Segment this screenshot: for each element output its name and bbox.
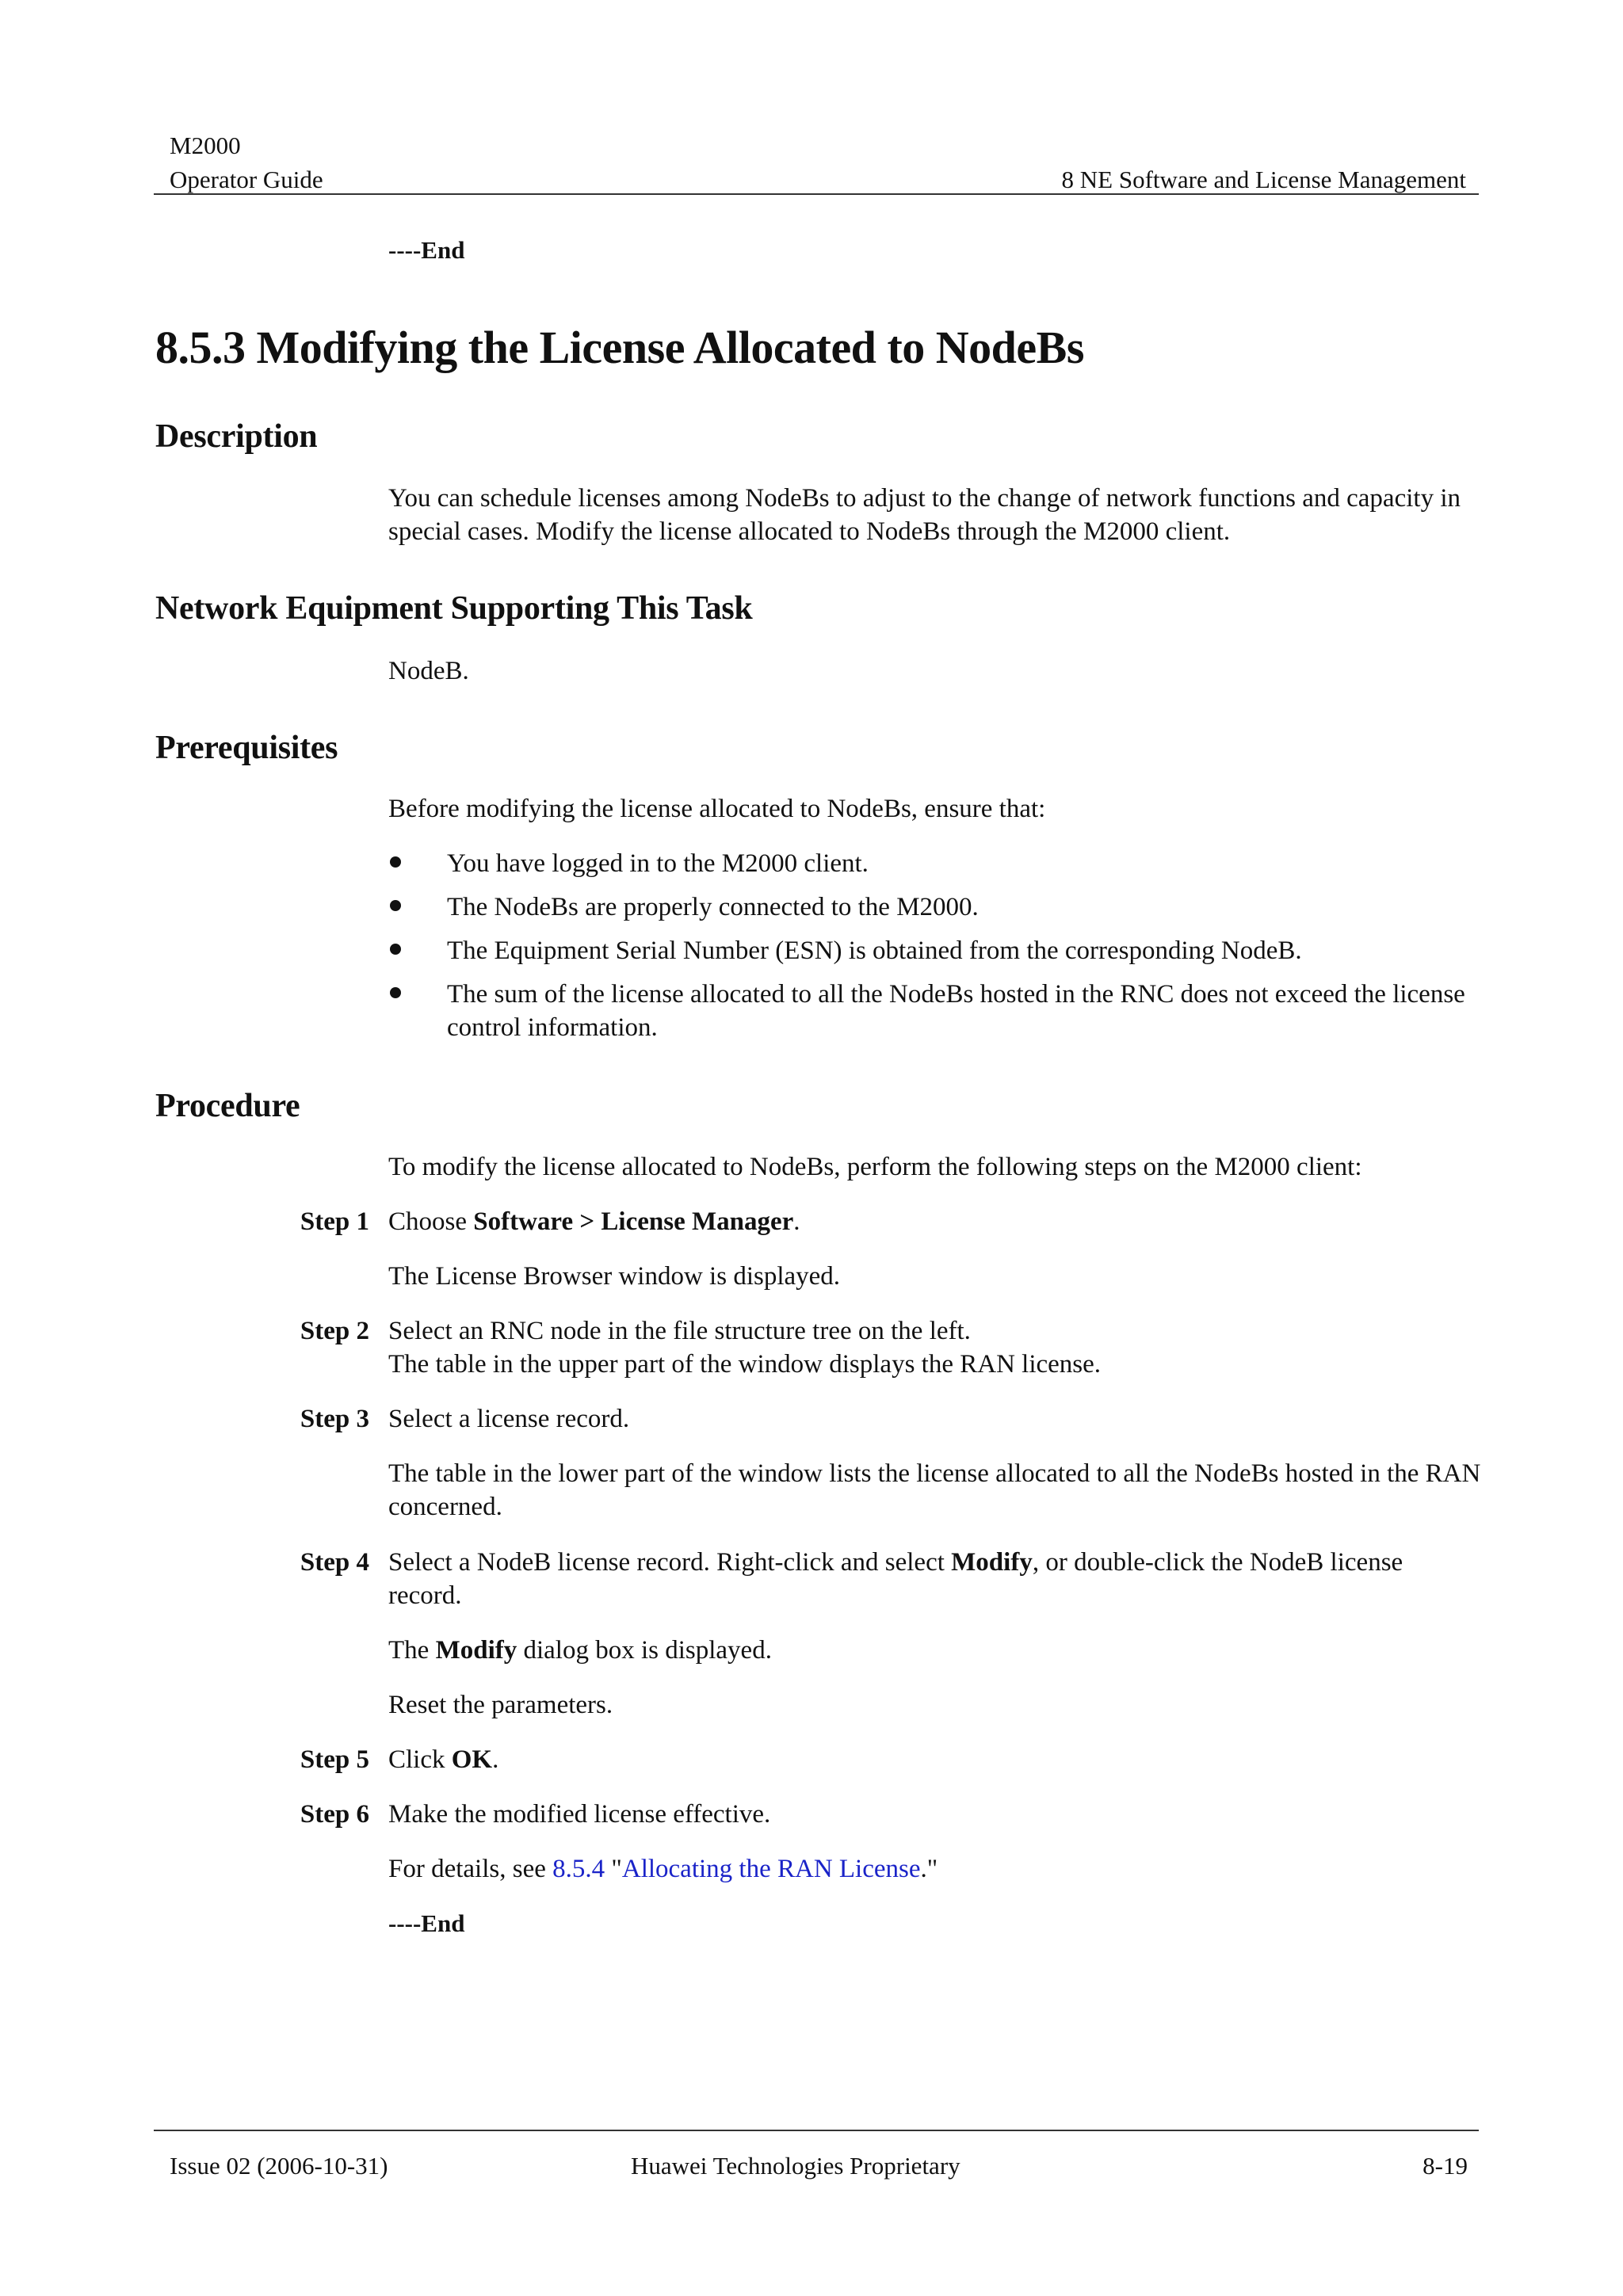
step-3-result: The table in the lower part of the window lists the license allocated to all the NodeBs hosted in the RAN concerned.: [388, 1459, 1481, 1521]
bullet-icon: [390, 987, 401, 998]
bullet-icon: [390, 944, 401, 955]
step-4-result: The Modify dialog box is displayed.: [388, 1636, 772, 1665]
description-heading: Description: [155, 418, 318, 455]
step-3-text: Select a license record.: [388, 1405, 630, 1433]
procedure-heading: Procedure: [155, 1088, 300, 1124]
step-5-label: Step 5: [300, 1745, 369, 1774]
step-6-details: For details, see 8.5.4 "Allocating the RAN License.": [388, 1855, 938, 1883]
step-3-label: Step 3: [300, 1405, 369, 1433]
footer-page-number: 8-19: [1423, 2152, 1468, 2180]
step-1-label: Step 1: [300, 1207, 369, 1236]
section-number-link[interactable]: 8.5.4: [552, 1855, 605, 1883]
list-item: The Equipment Serial Number (ESN) is obtained from the corresponding NodeB.: [388, 934, 1482, 967]
bullet-icon: [390, 900, 401, 911]
allocating-ran-license-link[interactable]: Allocating the RAN License: [621, 1855, 921, 1883]
top-end-marker: ----End: [388, 236, 465, 264]
end-marker: ----End: [388, 1909, 465, 1937]
list-item: The NodeBs are properly connected to the M2000.: [388, 891, 1482, 924]
step-2-text: Select an RNC node in the file structure tree on the left. The table in the upper part of the window displays the RAN license.: [388, 1317, 1102, 1379]
step-1-text: Choose Software > License Manager.: [388, 1207, 800, 1236]
prerequisites-list: [388, 847, 1482, 1055]
section-title: 8.5.3 Modifying the License Allocated to NodeBs: [155, 322, 1084, 373]
step-4-text: Select a NodeB license record. Right-click and select Modify, or double-click the NodeB license record.: [388, 1548, 1403, 1610]
step-6-label: Step 6: [300, 1800, 369, 1829]
footer-rule: [154, 2130, 1479, 2131]
description-text: You can schedule licenses among NodeBs to adjust to the change of network functions and capacity in special cases. Modify the license allocated to NodeBs through the M2000 client.: [388, 484, 1461, 546]
footer-company: Huawei Technologies Proprietary: [631, 2152, 960, 2180]
header-rule: [154, 193, 1479, 195]
equipment-text: NodeB.: [388, 657, 469, 685]
step-2-label: Step 2: [300, 1317, 369, 1345]
prerequisites-intro: Before modifying the license allocated to NodeBs, ensure that:: [388, 795, 1046, 823]
header-doc: Operator Guide: [170, 166, 323, 193]
bullet-icon: [390, 856, 401, 868]
step-6-text: Make the modified license effective.: [388, 1800, 771, 1829]
prerequisites-heading: Prerequisites: [155, 730, 338, 766]
list-item: The sum of the license allocated to all the NodeBs hosted in the RNC does not exceed the license control information.: [388, 978, 1482, 1044]
step-4-label: Step 4: [300, 1548, 369, 1577]
step-1-result: The License Browser window is displayed.: [388, 1262, 841, 1291]
step-4-reset: Reset the parameters.: [388, 1691, 613, 1719]
footer-issue: Issue 02 (2006-10-31): [170, 2152, 388, 2180]
header-left: [170, 128, 323, 196]
step-5-text: Click OK.: [388, 1745, 499, 1774]
equipment-heading: Network Equipment Supporting This Task: [155, 590, 753, 627]
procedure-intro: To modify the license allocated to NodeBs, perform the following steps on the M2000 client:: [388, 1153, 1362, 1181]
list-item: You have logged in to the M2000 client.: [388, 847, 1482, 880]
header-product: M2000: [170, 132, 241, 159]
header-chapter: 8 NE Software and License Management: [1061, 166, 1466, 193]
